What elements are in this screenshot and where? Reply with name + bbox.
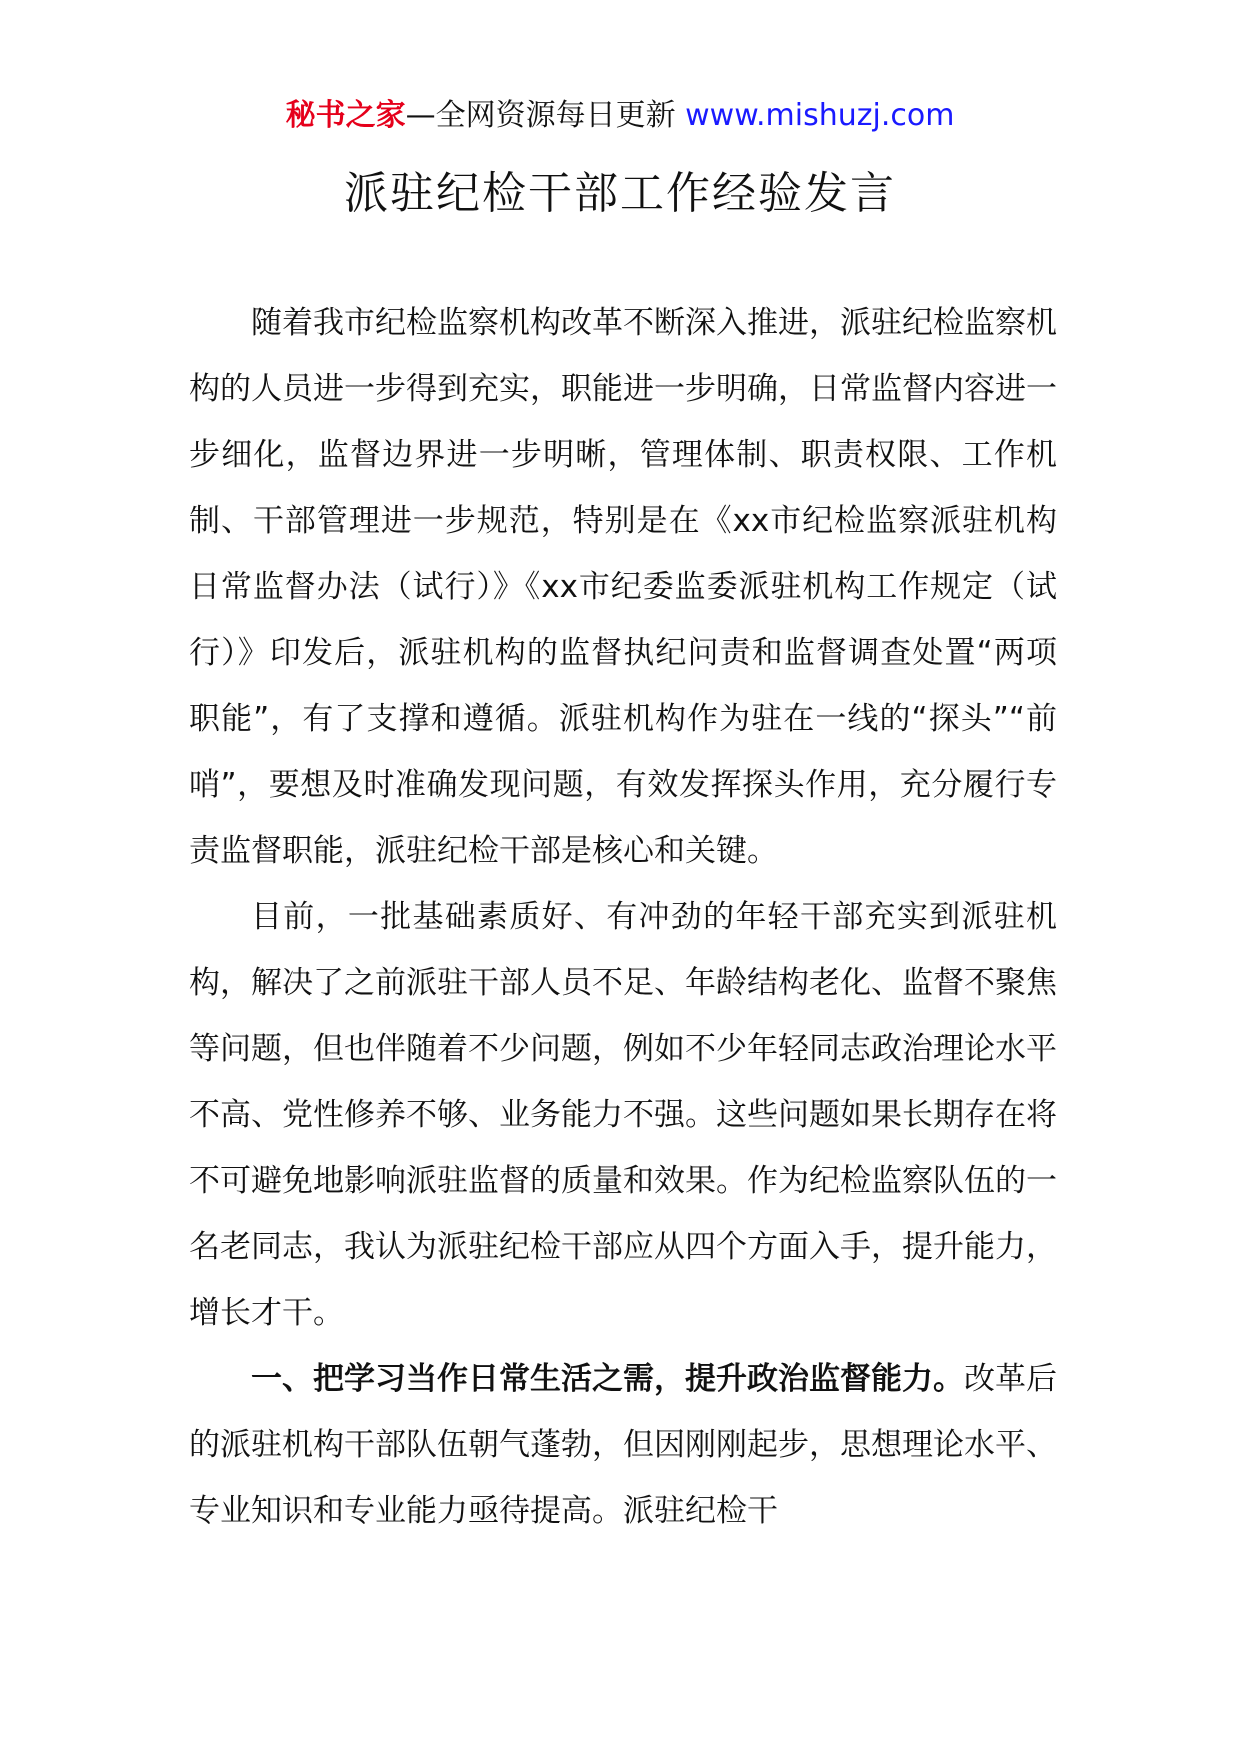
header-tagline: —全网资源每日更新: [405, 98, 676, 133]
site-url-link[interactable]: www.mishuzj.com: [685, 98, 955, 133]
section-1-heading: 一、把学习当作日常生活之需，提升政治监督能力。: [251, 1361, 964, 1397]
document-body: [189, 290, 1057, 1544]
paragraph-section-1: [189, 1346, 1057, 1544]
section-1-text: 改革后的派驻机构干部队伍朝气蓬勃，但因刚刚起步，思想理论水平、专业知识和专业能力亟待提高。派驻纪检干: [189, 1361, 1057, 1529]
document-title: 派驻纪检干部工作经验发言: [344, 168, 896, 219]
site-header: [0, 96, 1240, 136]
brand-name: 秘书之家: [285, 98, 406, 133]
paragraph-current-situation: 目前，一批基础素质好、有冲劲的年轻干部充实到派驻机构，解决了之前派驻干部人员不足、年龄结构老化、监督不聚焦等问题，但也伴随着不少问题，例如不少年轻同志政治理论水平不高、党性修养不够、业务能力不强。这些问题如果长期存在将不可避免地影响派驻监督的质量和效果。作为纪检监察队伍的一名老同志，我认为派驻纪检干部应从四个方面入手，提升能力，增长才干。: [189, 899, 1057, 1331]
paragraph-intro: 随着我市纪检监察机构改革不断深入推进，派驻纪检监察机构的人员进一步得到充实，职能进一步明确，日常监督内容进一步细化，监督边界进一步明晰，管理体制、职责权限、工作机制、干部管理进一步规范，特别是在《xx市纪检监察派驻机构日常监督办法（试行）》《xx市纪委监委派驻机构工作规定（试行）》印发后，派驻机构的监督执纪问责和监督调查处置“两项职能”，有了支撑和遵循。派驻机构作为驻在一线的“探头”“前哨”，要想及时准确发现问题，有效发挥探头作用，充分履行专责监督职能，派驻纪检干部是核心和关键。: [189, 305, 1057, 869]
